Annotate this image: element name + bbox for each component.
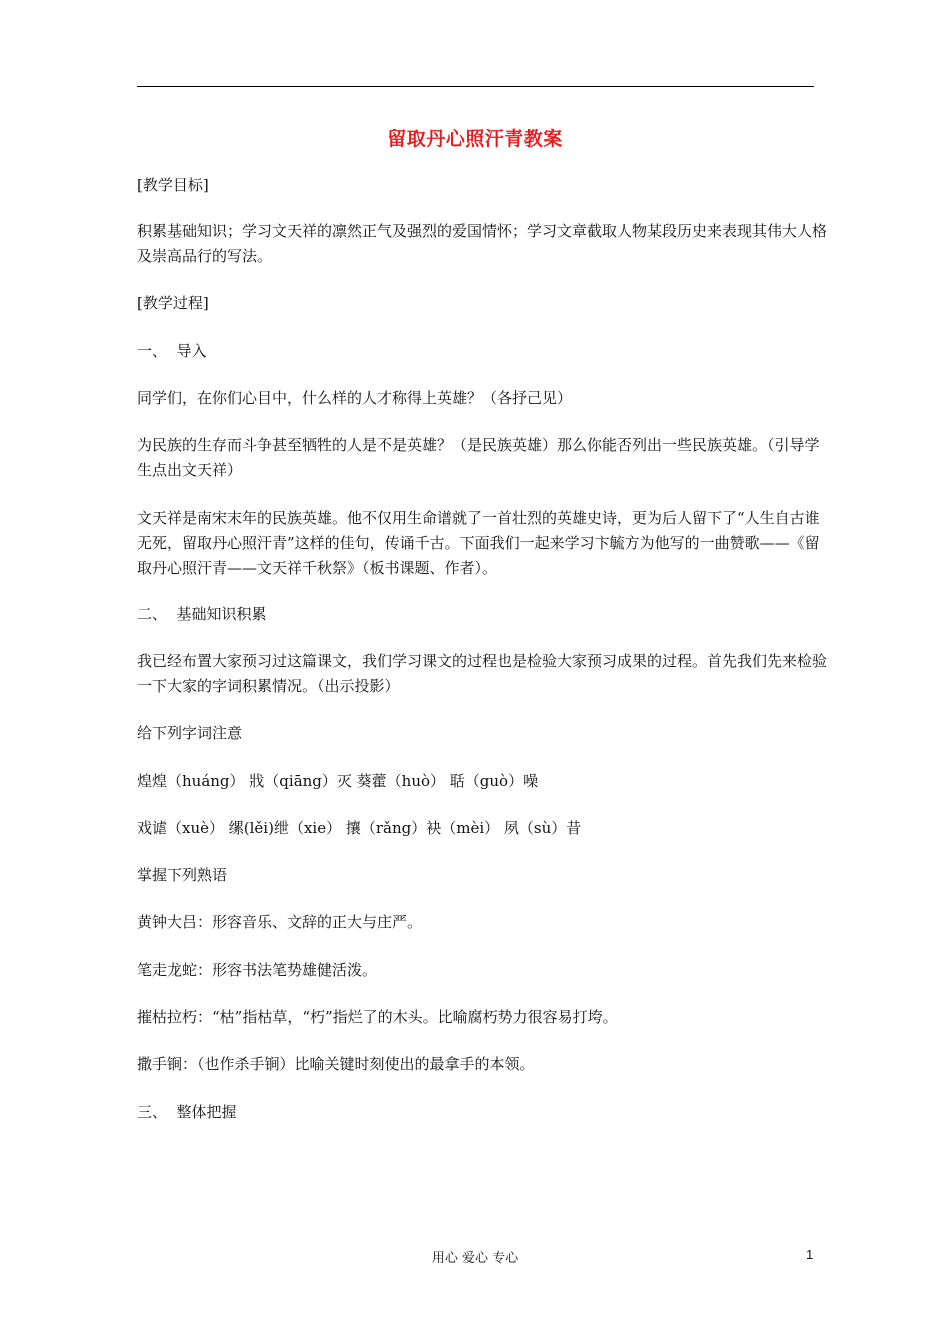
page-number: 1 — [806, 1247, 814, 1262]
paragraph-objectives: 积累基础知识；学习文天祥的凛然正气及强烈的爱国情怀；学习文章截取人物某段历史来表现其伟大人格及崇高品行的写法。 — [137, 222, 828, 265]
heading-basic-knowledge: 二、 基础知识积累 — [137, 605, 267, 623]
paragraph-idioms-heading: 掌握下列熟语 — [137, 866, 228, 884]
paragraph-question-hero: 同学们，在你们心目中，什么样的人才称得上英雄？（各抒己见） — [137, 389, 573, 407]
paragraph-idiom-4: 撒手锏：（也作杀手锏）比喻关键时刻使出的最拿手的本领。 — [137, 1055, 535, 1073]
section-heading-objectives: [教学目标] — [137, 176, 209, 194]
paragraph-national-hero: 为民族的生存而斗争甚至牺牲的人是不是英雄？（是民族英雄）那么你能否列出一些民族英雄。（引导学生点出文天祥） — [137, 436, 820, 479]
paragraph-pinyin-row-1: 煌煌（huáng） 戕（qiāng）灭 葵藿（huò） 聒（guò）噪 — [137, 772, 539, 790]
header-rule — [137, 86, 814, 87]
heading-introduction: 一、 导入 — [137, 342, 207, 360]
paragraph-idiom-2: 笔走龙蛇：形容书法笔势雄健活泼。 — [137, 961, 378, 979]
footer-motto: 用心 爱心 专心 — [431, 1251, 519, 1266]
section-heading-process: [教学过程] — [137, 294, 209, 312]
heading-overall-grasp: 三、 整体把握 — [137, 1103, 237, 1121]
paragraph-wen-tianxiang: 文天祥是南宋末年的民族英雄。他不仅用生命谱就了一首壮烈的英雄史诗，更为后人留下了“人生自古谁无死，留取丹心照汗青”这样的佳句，传诵千古。下面我们一起来学习卞毓方为他写的一曲赞歌——《留取丹心照汗青——文天祥千秋祭》（板书课题、作者）。 — [137, 509, 820, 577]
paragraph-idiom-3: 摧枯拉朽：“枯”指枯草，“朽”指烂了的木头。比喻腐朽势力很容易打垮。 — [137, 1008, 618, 1026]
paragraph-pinyin-row-2: 戏谑（xuè） 缧(lěi)绁（xie） 攘（rǎng）袂（mèi） 夙（sù）昔 — [137, 819, 582, 837]
paragraph-preview-check: 我已经布置大家预习过这篇课文，我们学习课文的过程也是检验大家预习成果的过程。首先我们先来检验一下大家的字词积累情况。（出示投影） — [137, 652, 828, 695]
document-title: 留取丹心照汗青教案 — [387, 128, 563, 150]
paragraph-idiom-1: 黄钟大吕：形容音乐、文辞的正大与庄严。 — [137, 913, 423, 931]
paragraph-words-note: 给下列字词注意 — [137, 724, 243, 742]
